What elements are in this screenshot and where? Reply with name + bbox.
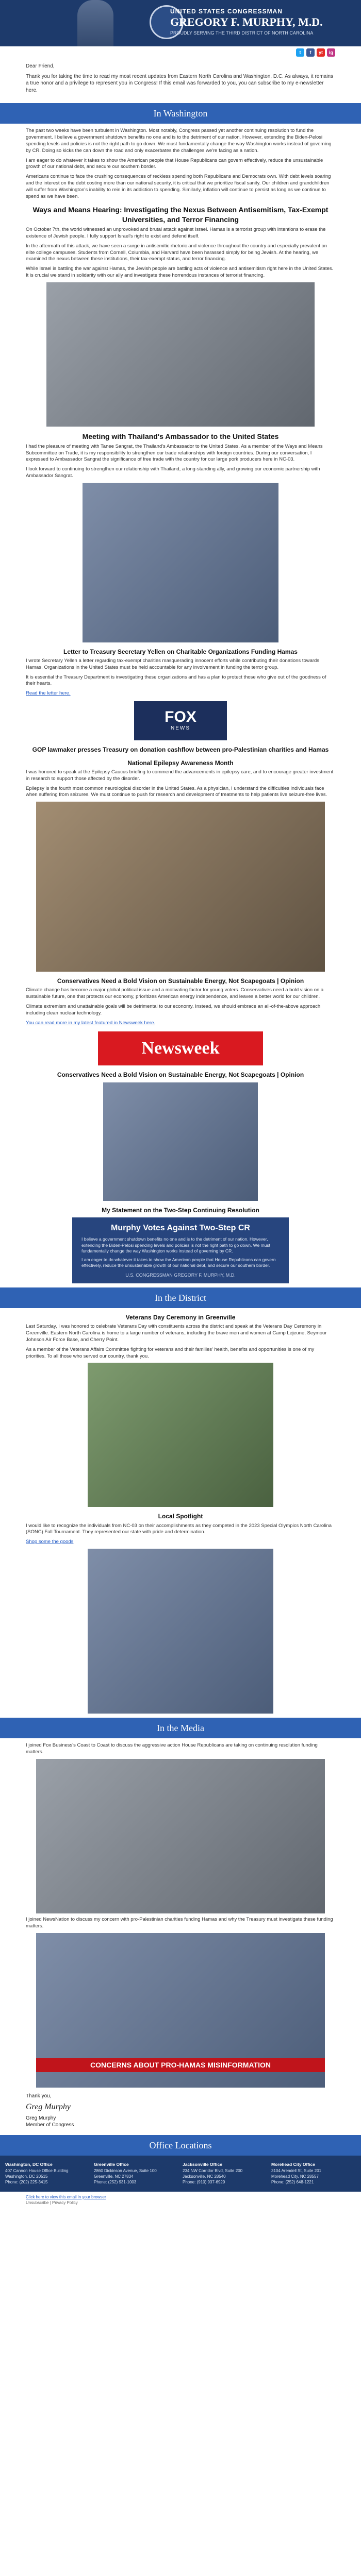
fox-logo-small: NEWS: [171, 725, 190, 732]
media-paragraph-1: I joined Fox Business's Coast to Coast to discuss the aggressive action House Republicans are taking on continuing resolution funding matters.: [26, 1742, 318, 1755]
opinion-caption: Conservatives Need a Bold Vision on Sustainable Energy, Not Scapegoats | Opinion: [57, 1071, 304, 1079]
cr-card-footer: U.S. CONGRESSMAN GREGORY F. MURPHY, M.D.: [125, 1272, 236, 1278]
epilepsy-paragraph-2: Epilepsy is the fourth most common neurological disorder in the United States. As a physician, I understand the difficulties individuals face when suffering from seizures. We must continue to push for research and development of treatments to help patients live seizure-free lives.: [26, 785, 327, 798]
opinion-paragraph-2: Climate extremism and unattainable goals will be detrimental to our economy. Instead, we should embrace an all-of-the-above approach including clean nuclear technology.: [26, 1004, 321, 1016]
greeting-paragraph: Thank you for taking the time to read my most recent updates from Eastern North Carolina and Washington, D.C. As always, it remains a true honor and a privilege to represent you in Congress! If this email was forwarded to you, you can subscribe to my e-newsletter here.: [26, 73, 334, 93]
office-name: Greenville Office: [94, 2161, 129, 2167]
office-dc: [5, 2162, 90, 2185]
local-spotlight-paragraph: I would like to recognize the individuals from NC-03 on their accomplishments as they competed in the 2023 Special Olympics North Carolina (SONC) Fall Tournament. They represented our state with pride and determination.: [26, 1522, 332, 1535]
washington-intro-3: Americans continue to face the crushing consequences of reckless spending both Republicans and Democrats own. With debt levels soaring and the interest on the debt costing more than our national security, it is critical that we prioritize fiscal sanity. Our children and grandchildren will suffer from Washington's inability to rein in its addiction to spending. Similarly, inflation will continue to persist as long as we continue to spend as we have been.: [26, 174, 331, 199]
office-address-1: 3104 Arendell St, Suite 201: [271, 2168, 321, 2174]
office-name: Morehead City Office: [271, 2161, 316, 2167]
fox-caption: GOP lawmaker presses Treasury on donation cashflow between pro-Palestinian charities and Hamas: [32, 745, 329, 753]
epilepsy-photo[interactable]: [36, 802, 325, 972]
cr-card-title: Murphy Votes Against Two-Step CR: [111, 1223, 250, 1232]
office-address-2: Greenville, NC 27834: [94, 2174, 134, 2179]
signoff: [26, 2093, 335, 2129]
office-address-2: Jacksonville, NC 28540: [183, 2174, 226, 2179]
view-in-browser-link[interactable]: Click here to view this email in your browser: [26, 2194, 106, 2199]
office-phone[interactable]: Phone: (252) 931-1003: [94, 2179, 137, 2184]
media-video-1[interactable]: [36, 1759, 325, 1913]
signoff-name: Greg Murphy: [26, 2115, 56, 2121]
local-spotlight-link[interactable]: Shop some the goods: [26, 1539, 74, 1545]
thailand-photo[interactable]: [83, 483, 278, 642]
section-district: In the District: [0, 1287, 361, 1308]
cr-card-paragraph-2: I am eager to do whatever it takes to show the American people that House Republicans can govern effectively, reduce the unsustainable growth of our national debt, and secure our southern border.: [81, 1257, 276, 1268]
office-phone[interactable]: Phone: (910) 937-6929: [183, 2179, 225, 2184]
header-line-2: GREGORY F. MURPHY, M.D.: [170, 15, 323, 28]
thailand-title: Meeting with Thailand's Ambassador to the United States: [82, 432, 279, 440]
office-morehead-city: [271, 2162, 356, 2185]
washington-intro-1: The past two weeks have been turbulent in Washington. Most notably, Congress passed yet another continuing resolution to fund the government. I believe a government shutdown benefits no one and is to the detriment of our nation. However, extending the Biden-Pelosi spending levels and policies is not the right path to go down. We must fundamentally change the way Washington works instead of governing by CR. Doing so kicks the can down the road and only exacerbates the challenges we're facing as a nation.: [26, 128, 332, 154]
cr-title: My Statement on the Two-Step Continuing Resolution: [102, 1206, 259, 1214]
signoff-line-1: Thank you,: [26, 2093, 52, 2099]
veterans-paragraph-2: As a member of the Veterans Affairs Committee fighting for veterans and their families' health, benefits and opportunities is one of my priorities. To all those who served our country, thank you.: [26, 1346, 315, 1359]
newsweek-logo[interactable]: Newsweek: [98, 1031, 263, 1065]
media-paragraph-2: I joined NewsNation to discuss my concern with pro-Palestinian charities funding Hamas and why the Treasury must investigate these funding matters.: [26, 1916, 333, 1929]
yellen-paragraph-1: I wrote Secretary Yellen a letter regarding tax-exempt charities masquerading innocent efforts while contributing their donations towards Hamas. Organizations in the United States must be held accountable for any involvement in funding the terror group.: [26, 658, 320, 670]
office-address-1: 2860 Dickinson Avenue, Suite 100: [94, 2168, 157, 2174]
office-phone[interactable]: Phone: (252) 648-1221: [271, 2179, 314, 2184]
signoff-title: Member of Congress: [26, 2122, 74, 2128]
hearing-photo[interactable]: [46, 282, 315, 427]
salutation: Dear Friend,: [26, 63, 55, 69]
social-links: [26, 46, 335, 59]
news-banner: CONCERNS ABOUT PRO-HAMAS MISINFORMATION: [36, 2058, 325, 2072]
epilepsy-title: National Epilepsy Awareness Month: [127, 759, 234, 767]
header-line-1: UNITED STATES CONGRESSMAN: [170, 8, 283, 15]
washington-intro-2: I am eager to do whatever it takes to show the American people that House Republicans can govern effectively, reduce the unsustainable growth of our national debt, and secure our southern border.: [26, 157, 323, 170]
veterans-title: Veterans Day Ceremony in Greenville: [125, 1314, 236, 1321]
congressman-portrait: [77, 0, 113, 46]
newsletter-header: [0, 0, 361, 46]
cr-statement-card[interactable]: [72, 1217, 289, 1283]
facebook-icon[interactable]: f: [306, 48, 315, 57]
office-list: [0, 2156, 361, 2192]
unsubscribe-link[interactable]: Unsubscribe | Privacy Policy: [26, 2200, 78, 2205]
opinion-link[interactable]: You can read more in my latest featured in Newsweek here.: [26, 1020, 156, 1026]
hearing-paragraph-2: In the aftermath of this attack, we have seen a surge in antisemitic rhetoric and violence throughout the country and especially prevalent on elite college campuses. Students from Cornell, Columbia, and Harvard have been harassed simply for being Jewish. At the hearing, we examined the nexus between these institutions, their tax-exempt status, and terror financing.: [26, 243, 327, 262]
opinion-title: Conservatives Need a Bold Vision on Sustainable Energy, Not Scapegoats | Opinion: [57, 977, 304, 985]
office-jacksonville: [183, 2162, 267, 2185]
fox-logo-big: FOX: [165, 708, 196, 726]
yellen-title: Letter to Treasury Secretary Yellen on Charitable Organizations Funding Hamas: [63, 648, 298, 655]
office-phone[interactable]: Phone: (202) 225-3415: [5, 2179, 48, 2184]
cr-card-paragraph-1: I believe a government shutdown benefits no one and is to the detriment of our nation. However, extending the Biden-Pelosi spending levels and policies is not the right path to go down. We must fundamentally change the way Washington works instead of governing by CR.: [81, 1236, 271, 1254]
youtube-icon[interactable]: yt: [317, 48, 325, 57]
greeting: [26, 59, 335, 99]
yellen-paragraph-2: It is essential the Treasury Department is investigating these organizations and has a plan to protect those who give out of the goodness of their hearts.: [26, 674, 326, 687]
office-greenville: [94, 2162, 178, 2185]
section-media: In the Media: [0, 1718, 361, 1738]
local-spotlight-title: Local Spotlight: [158, 1513, 203, 1520]
signature: Greg Murphy: [26, 2103, 71, 2112]
office-address-2: Morehead City, NC 28557: [271, 2174, 319, 2179]
yellen-letter-link[interactable]: Read the letter here.: [26, 690, 71, 697]
office-address-1: 407 Cannon House Office Building: [5, 2168, 69, 2174]
section-washington: In Washington: [0, 103, 361, 124]
local-spotlight-photo[interactable]: [88, 1549, 273, 1714]
office-name: Jacksonville Office: [183, 2161, 223, 2167]
opinion-paragraph-1: Climate change has become a major global political issue and a motivating factor for young voters. Conservatives need a bold vision on a sustainable future, one that protects our economy, prioritizes American energy independence, and leaves a better world for our children.: [26, 987, 324, 1000]
header-line-3: PROUDLY SERVING THE THIRD DISTRICT OF NORTH CAROLINA: [170, 30, 314, 36]
section-offices: Office Locations: [0, 2135, 361, 2156]
office-address-1: 234 NW Corridor Blvd, Suite 200: [183, 2168, 243, 2174]
opinion-photo[interactable]: [103, 1082, 258, 1201]
twitter-icon[interactable]: t: [296, 48, 304, 57]
epilepsy-paragraph-1: I was honored to speak at the Epilepsy Caucus briefing to commend the advancements in epilepsy care, and to encourage greater investment in research to support those affected by the disorder.: [26, 769, 334, 782]
footer: [26, 2192, 335, 2209]
thailand-paragraph-1: I had the pleasure of meeting with Tanee Sangrat, the Thailand's Ambassador to the United States. As a member of the Ways and Means Subcommittee on Trade, it is my responsibility to strengthen our trade relationships with foreign countries. During our conversation, I expressed to Ambassador Sangrat the significance of free trade with the country for our large pork producers here in NC-03.: [26, 443, 323, 463]
hearing-paragraph-3: While Israel is battling the war against Hamas, the Jewish people are battling acts of violence and antisemitism right here in the United States. It is crucial we stand in solidarity with our ally and investigate these horrendous instances of terrorist financing.: [26, 266, 334, 279]
office-address-2: Washington, DC 20515: [5, 2174, 48, 2179]
office-name: Washington, DC Office: [5, 2161, 53, 2167]
instagram-icon[interactable]: ig: [327, 48, 335, 57]
veterans-photo[interactable]: [88, 1363, 273, 1507]
fox-news-logo[interactable]: [134, 701, 227, 740]
hearing-title: Ways and Means Hearing: Investigating the Nexus Between Antisemitism, Tax-Exempt Universities, and Terror Financing: [32, 206, 329, 224]
thailand-paragraph-2: I look forward to continuing to strengthen our relationship with Thailand, a long-standing ally, and growing our economic partnership with Ambassador Sangrat.: [26, 466, 320, 479]
veterans-paragraph-1: Last Saturday, I was honored to celebrate Veterans Day with constituents across the district and speak at the Veterans Day Ceremony in Greenville. Eastern North Carolina is home to a large number of veterans, including the brave men and women at Camp Lejeune, Seymour Johnson Air Force Base, and Cherry Point.: [26, 1324, 327, 1343]
media-video-2[interactable]: [36, 1933, 325, 2088]
hearing-paragraph-1: On October 7th, the world witnessed an unprovoked and brutal attack against Israel. Hamas is a terrorist group with intentions to erase the existence of Jewish people. I fully support Israel's right to exist and defend itself.: [26, 227, 326, 240]
